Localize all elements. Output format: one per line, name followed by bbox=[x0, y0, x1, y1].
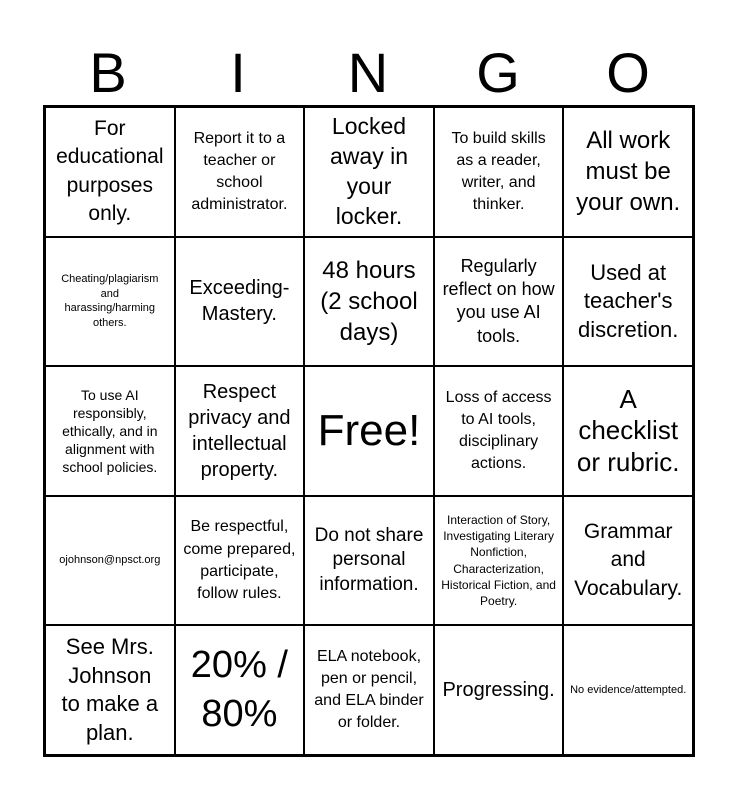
header-letter-n: N bbox=[347, 41, 389, 104]
bingo-cell-o4: Grammar and Vocabulary. bbox=[563, 496, 693, 626]
bingo-cell-b4: ojohnson@npsct.org bbox=[45, 496, 175, 626]
bingo-cell-n5: ELA notebook, pen or pencil, and ELA binder or folder. bbox=[304, 625, 434, 755]
header-letter-i: I bbox=[230, 41, 246, 104]
bingo-cell-n1: Locked away in your locker. bbox=[304, 107, 434, 237]
bingo-grid bbox=[43, 105, 695, 757]
bingo-cell-i1: Report it to a teacher or school administrator. bbox=[175, 107, 305, 237]
bingo-cell-i3: Respect privacy and intellectual property. bbox=[175, 366, 305, 496]
bingo-cell-g2: Regularly reflect on how you use AI tools. bbox=[434, 237, 564, 367]
bingo-cell-n2: 48 hours (2 school days) bbox=[304, 237, 434, 367]
bingo-cell-o5: No evidence/attempted. bbox=[563, 625, 693, 755]
bingo-cell-g4: Interaction of Story, Investigating Literary Nonfiction, Characterization, Historical Fiction, and Poetry. bbox=[434, 496, 564, 626]
bingo-cell-n4: Do not share personal information. bbox=[304, 496, 434, 626]
bingo-cell-i5: 20% / 80% bbox=[175, 625, 305, 755]
bingo-cell-o1: All work must be your own. bbox=[563, 107, 693, 237]
header-letter-b: B bbox=[89, 41, 127, 104]
bingo-cell-free: Free! bbox=[304, 366, 434, 496]
header-letter-g: G bbox=[476, 41, 520, 104]
bingo-cell-o3: A checklist or rubric. bbox=[563, 366, 693, 496]
bingo-cell-i2: Exceeding-Mastery. bbox=[175, 237, 305, 367]
bingo-cell-b1: For educational purposes only. bbox=[45, 107, 175, 237]
bingo-cell-i4: Be respectful, come prepared, participate, follow rules. bbox=[175, 496, 305, 626]
bingo-cell-o2: Used at teacher's discretion. bbox=[563, 237, 693, 367]
bingo-cell-g3: Loss of access to AI tools, disciplinary actions. bbox=[434, 366, 564, 496]
bingo-cell-g5: Progressing. bbox=[434, 625, 564, 755]
bingo-cell-g1: To build skills as a reader, writer, and thinker. bbox=[434, 107, 564, 237]
bingo-cell-b3: To use AI responsibly, ethically, and in alignment with school policies. bbox=[45, 366, 175, 496]
bingo-header bbox=[43, 40, 693, 106]
bingo-cell-b2: Cheating/plagiarism and harassing/harming others. bbox=[45, 237, 175, 367]
header-letter-o: O bbox=[606, 41, 650, 104]
bingo-cell-b5: See Mrs. Johnson to make a plan. bbox=[45, 625, 175, 755]
